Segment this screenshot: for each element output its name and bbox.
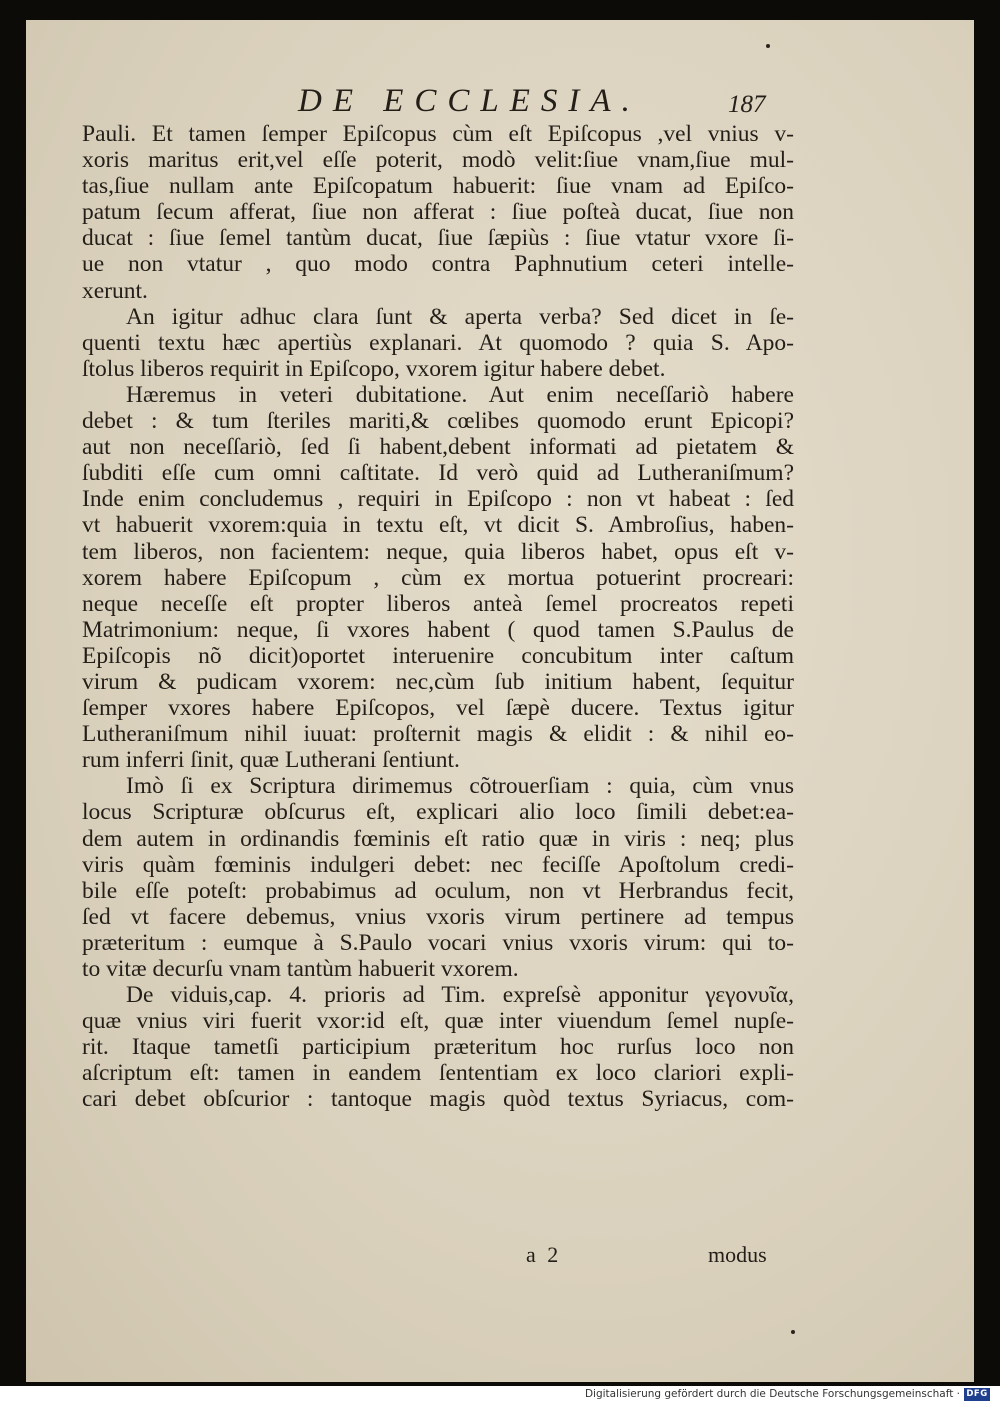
text-line: viris quàm fœminis indulgeri debet: nec feciſſe Apoſtolum credi- xyxy=(82,851,794,878)
text-line: xerunt. xyxy=(82,277,148,304)
text-line: vt habuerit vxorem:quia in textu eſt, vt dicit S. Ambroſius, haben- xyxy=(82,512,794,539)
text-line: tas,ſiue nullam ante Epiſcopatum habuerit: ſiue vnam ad Epiſco- xyxy=(82,173,794,200)
text-line: patum ſecum afferat, ſiue non afferat : ſiue poſteà ducat, ſiue non xyxy=(82,199,794,226)
text-line: Epiſcopis nõ dicit)oportet interuenire concubitum inter caſtum xyxy=(82,642,794,669)
text-line: ue non vtatur , quo modo contra Paphnutium ceteri intelle- xyxy=(82,251,794,278)
text-line: locus Scripturæ obſcurus eſt, explicari alio loco ſimili debet:ea- xyxy=(82,799,794,826)
catchword: modus xyxy=(708,1242,767,1267)
text-line: to vitæ decurſu vnam tantùm habuerit vxorem. xyxy=(82,956,519,982)
speck-mark xyxy=(766,44,770,48)
signature-mark: a 2 xyxy=(526,1242,562,1267)
text-line: bile eſſe poteſt: probabimus ad oculum, non vt Herbrandus fecit, xyxy=(82,877,794,904)
text-line: aſcriptum eſt: tamen in eandem ſententiam ex loco clariori expli- xyxy=(82,1060,794,1087)
text-line: ſubditi eſſe cum omni caſtitate. Id verò quid ad Lutheraniſmum? xyxy=(82,460,794,487)
text-line: cari debet obſcurior : tantoque magis quòd textus Syriacus, com- xyxy=(82,1086,794,1113)
text-line: debet : & tum ſteriles mariti,& cœlibes quomodo erunt Epicopi? xyxy=(82,408,794,435)
text-line: ſtolus liberos requirit in Epiſcopo, vxorem igitur habere debet. xyxy=(82,355,666,382)
text-line: quenti textu hæc apertiùs explanari. At quomodo ? quia S. Apo- xyxy=(82,329,794,356)
text-line: Inde enim concludemus , requiri in Epiſcopo : non vt habeat : ſed xyxy=(82,486,794,513)
text-line: De viduis,cap. 4. prioris ad Tim. expreſsè apponitur γεγονυῖα, xyxy=(126,982,794,1009)
running-title: DE ECCLESIA. xyxy=(298,83,641,119)
text-line: ducat : ſiue ſemel tantùm ducat, ſiue ſæpiùs : ſiue vtatur vxore ſi- xyxy=(82,225,794,252)
text-line: xorem habere Epiſcopum , cùm ex mortua potuerint procreari: xyxy=(82,564,794,591)
page-number: 187 xyxy=(728,91,766,118)
text-line: Pauli. Et tamen ſemper Epiſcopus cùm eſt Epiſcopus ,vel vnius v- xyxy=(82,121,794,147)
text-line: rum inferri ſinit, quæ Lutherani ſentiunt. xyxy=(82,747,460,774)
text-line: xoris maritus erit,vel eſſe poterit, modò velit:ſiue vnam,ſiue mul- xyxy=(82,147,794,174)
book-page xyxy=(26,20,974,1382)
text-line: præteritum : eumque à S.Paulo vocari vnius vxoris virum: qui to- xyxy=(82,929,794,956)
text-line: An igitur adhuc clara ſunt & aperta verba? Sed dicet in ſe- xyxy=(126,303,794,330)
text-line: aut non neceſſariò, ſed ſi habent,debent informati ad pietatem & xyxy=(82,434,794,461)
text-line: dem autem in ordinandis fœminis eſt ratio quæ in viris : neq; plus xyxy=(82,825,794,852)
text-line: Lutheraniſmum nihil iuuat: proſternit magis & elidit : & nihil eo- xyxy=(82,721,794,748)
body-text xyxy=(82,121,794,1113)
text-line: virum & pudicam vxorem: nec,cùm ſub initium habent, ſequitur xyxy=(82,668,794,695)
digitization-notice: Digitalisierung gefördert durch die Deutsche Forschungsgemeinschaft · xyxy=(584,1388,960,1400)
text-line: ſemper vxores habere Epiſcopos, vel ſæpè ducere. Textus igitur xyxy=(82,695,794,722)
dfg-logo-icon: DFG xyxy=(964,1388,990,1401)
text-line: tem liberos, non facientem: neque, quia liberos habet, opus eſt v- xyxy=(82,538,794,565)
text-line: Matrimonium: neque, ſi vxores habent ( quod tamen S.Paulus de xyxy=(82,616,794,643)
text-line: ſed vt facere debemus, vnius vxoris virum pertinere ad tempus xyxy=(82,903,794,930)
text-line: Hæremus in veteri dubitatione. Aut enim neceſſariò habere xyxy=(126,381,794,408)
text-line: quæ vnius viri fuerit vxor:id eſt, quæ inter viuendum ſemel nupſe- xyxy=(82,1008,794,1035)
speck-mark xyxy=(791,1330,795,1334)
text-line: rit. Itaque tametſi participium præteritum hoc rurſus loco non xyxy=(82,1034,794,1061)
text-line: neque neceſſe eſt propter liberos anteà ſemel procreatos repeti xyxy=(82,590,794,617)
text-line: Imò ſi ex Scriptura dirimemus cõtrouerſiam : quia, cùm vnus xyxy=(126,773,794,800)
